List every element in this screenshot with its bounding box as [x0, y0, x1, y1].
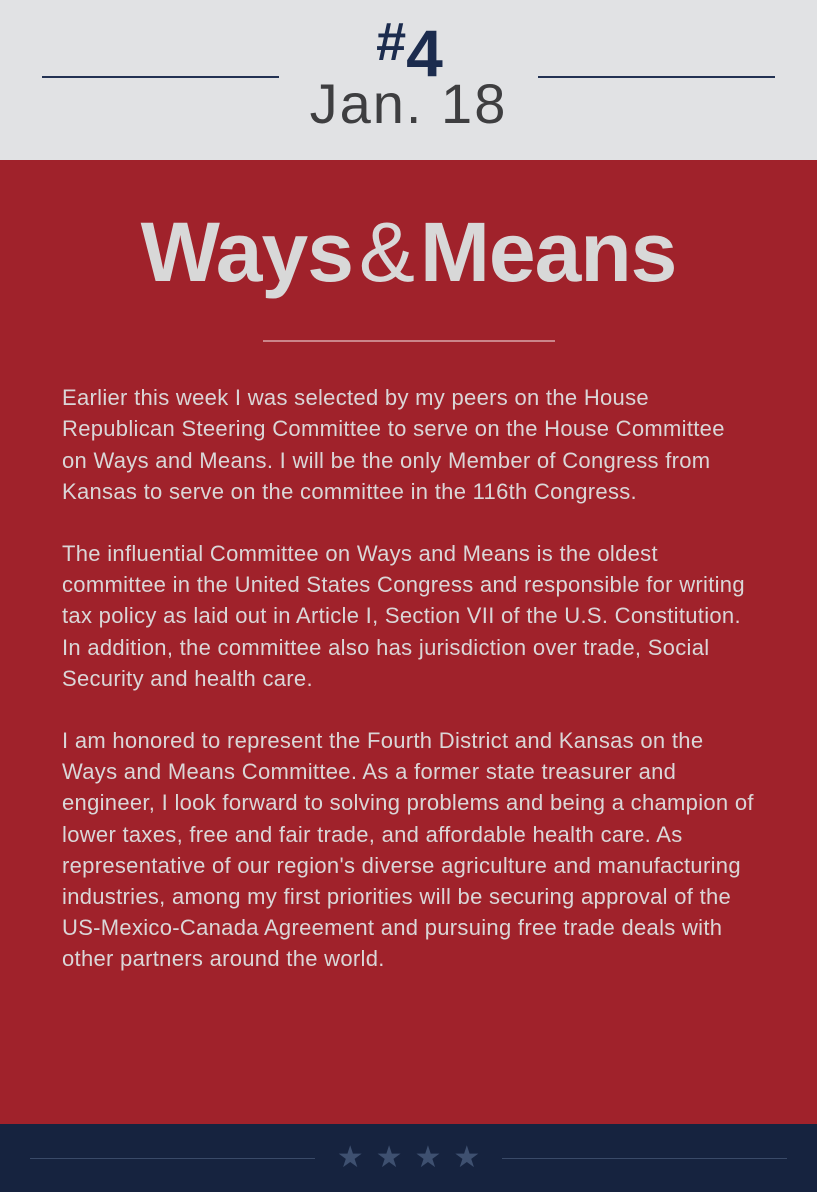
title-ampersand: & — [358, 205, 414, 299]
star-icon: ★ — [336, 1141, 376, 1174]
star-icon: ★ — [414, 1141, 454, 1174]
paragraph-2: The influential Committee on Ways and Means is the oldest committee in the United States Congress and responsible for writing tax policy as laid out in Article I, Section VII of the U.S. Constitution. In addition, the committee also has jurisdiction over trade, Social Security and health care. — [62, 541, 745, 691]
issue-block — [0, 0, 817, 135]
footer — [0, 1124, 817, 1192]
paragraph-3: I am honored to represent the Fourth District and Kansas on the Ways and Means Committee. As a former state treasurer and engineer, I look forward to solving problems and being a champion of lower taxes, free and fair trade, and affordable health care. As representative of our region's diverse agriculture and manufacturing industries, among my first priorities will be securing approval of the US-Mexico-Canada Agreement and pursuing free trade deals with other partners around the world. — [62, 728, 754, 972]
issue-date: Jan. 18 — [309, 72, 508, 135]
page-title — [62, 205, 755, 299]
issue-number-digit: 4 — [406, 16, 441, 90]
title-word-ways: Ways — [140, 205, 353, 299]
title-divider — [263, 340, 555, 342]
footer-left-rule — [30, 1158, 315, 1159]
star-icon: ★ — [375, 1141, 415, 1174]
paragraph-1: Earlier this week I was selected by my peers on the House Republican Steering Committee to serve on the House Committee on Ways and Means. I will be the only Member of Congress from Kansas to serve on the committee in the 116th Congress. — [62, 385, 725, 504]
star-icon: ★ — [453, 1141, 493, 1174]
footer-stars — [337, 1143, 493, 1173]
main-content — [0, 160, 817, 1124]
footer-right-rule — [502, 1158, 787, 1159]
header — [0, 0, 817, 160]
issue-number-hash: # — [376, 12, 405, 72]
title-word-means: Means — [419, 205, 677, 299]
